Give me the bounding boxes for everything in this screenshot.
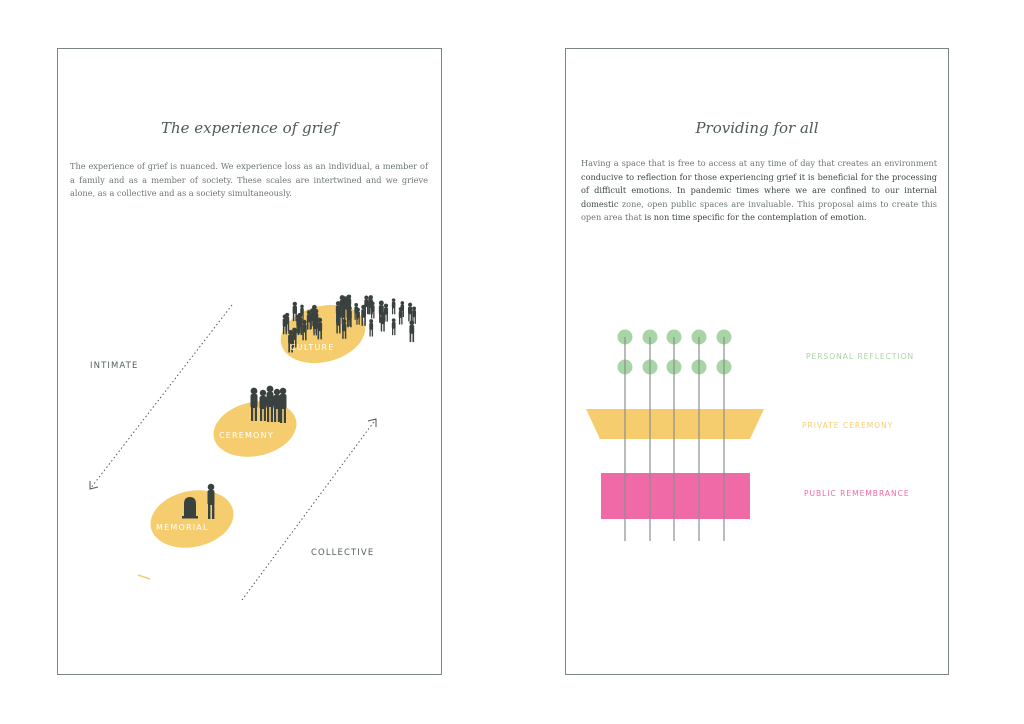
- private-ceremony-label: PRIVATE CEREMONY: [802, 421, 894, 430]
- public-remembrance-label: PUBLIC REMEMBRANCE: [804, 489, 910, 498]
- memorial-label: MEMORIAL: [156, 523, 209, 532]
- page-title: Providing for all: [695, 119, 819, 137]
- ceremony-label: CEREMONY: [219, 431, 274, 440]
- left-page: [57, 48, 442, 675]
- paragraph-part-2: conducive to reflection for those experiencing grief it is beneficial for the processing of difficult emotions. In pandemic times where we are confined to our internal domestic: [581, 171, 937, 209]
- culture-label: CULTURE: [290, 343, 335, 352]
- mourner-figure-icon: [208, 484, 215, 519]
- paragraph-part-4: is non time specific for the contemplation of emotion.: [644, 212, 867, 222]
- collective-label: COLLECTIVE: [311, 548, 375, 558]
- tombstone-icon: [182, 497, 198, 519]
- intimate-label: INTIMATE: [90, 361, 139, 371]
- grief-scale-diagram: [58, 49, 443, 676]
- page-title: The experience of grief: [160, 119, 339, 137]
- public-remembrance-block: [601, 473, 750, 519]
- paragraph-part-3: zone, open public spaces are invaluable. This proposal aims to create this open area that: [581, 198, 937, 222]
- right-page: [565, 48, 949, 675]
- intimate-arrow: [90, 305, 232, 489]
- personal-reflection-label: PERSONAL REFLECTION: [806, 352, 915, 361]
- layers-diagram: [566, 49, 950, 676]
- stray-mark: [138, 575, 150, 579]
- paragraph-part-1: Having a space that is free to access at any time of day that creates an environment: [581, 158, 937, 168]
- ceremony-group-icon: [251, 386, 287, 423]
- intro-paragraph: The experience of grief is nuanced. We experience loss as an individual, a member of a family and as a member of society. These scales are intertwined and we grieve alone, as a collective and as a society simultaneously.: [70, 161, 428, 198]
- collective-arrow: [242, 419, 376, 600]
- private-ceremony-triangles: [586, 409, 764, 439]
